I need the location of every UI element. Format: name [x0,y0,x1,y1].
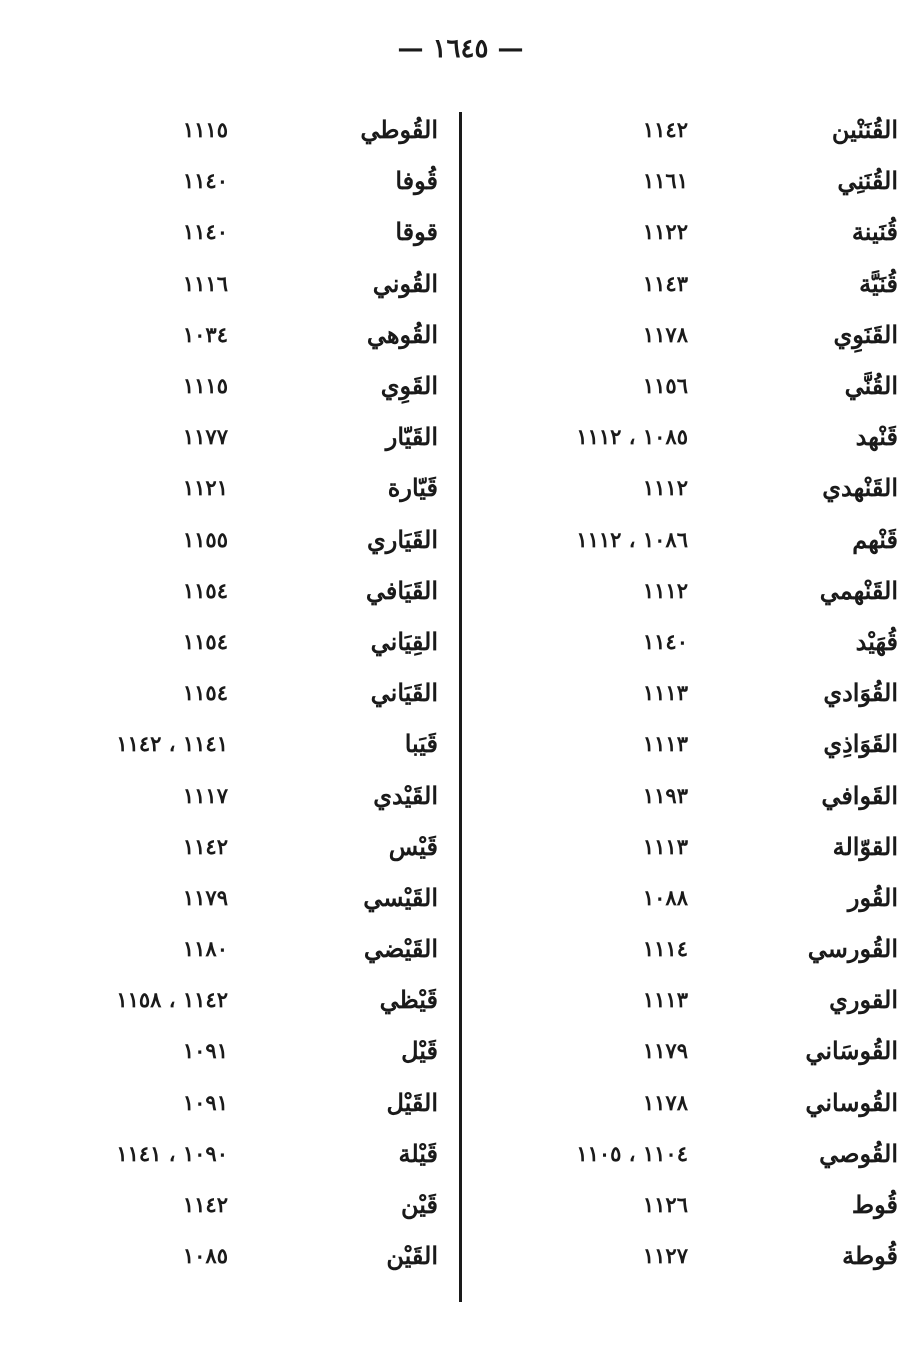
index-entry [478,1025,898,1076]
index-entry [478,1128,898,1179]
entry-pages: ١١٥٥ [182,526,228,552]
index-entry [18,1025,438,1076]
index-entry [478,104,898,155]
entry-pages: ١١١٣ [642,731,688,757]
index-entry [18,514,438,565]
index-entry [18,1077,438,1128]
index-entry [18,718,438,769]
entry-pages: ١١٨٠ [182,936,228,962]
index-entry [478,206,898,257]
entry-name: قَيْس [388,831,438,861]
index-entry [18,309,438,360]
index-entry [18,616,438,667]
entry-name: القَوِي [380,371,438,401]
entry-name: القَيْن [386,1241,438,1271]
entry-name: القوّالة [832,831,898,861]
entry-pages: ١١٤٠ [182,219,228,245]
entry-pages: ١١٧٨ [642,321,688,347]
entry-name: القِيَاني [370,626,438,656]
entry-name: القُوَادي [823,678,898,708]
entry-name: قَيْظي [379,985,438,1015]
index-entry [478,667,898,718]
index-entry [478,309,898,360]
entry-name: القُوطي [360,115,438,145]
entry-pages: ١١٧٧ [182,424,228,450]
entry-pages: ١١٦١ [642,168,688,194]
entry-pages: ١١١٤ [642,936,688,962]
entry-name: قُنَيَّة [859,268,898,298]
entry-pages: ١١١٦ [182,270,228,296]
index-entry [18,565,438,616]
entry-name: القَوَاذِي [823,729,898,759]
entry-pages: ١١٤٣ [642,270,688,296]
entry-pages: ١١٢٢ [642,219,688,245]
index-entry [478,923,898,974]
page-number: — ١٦٤٥ — [397,34,524,64]
entry-name: القَيْدي [373,780,438,810]
index-entry [478,974,898,1025]
entry-pages: ١١١٢ [642,475,688,501]
left-column [18,104,438,1281]
entry-name: قَيَبا [404,729,438,759]
index-entry [478,565,898,616]
entry-pages: ١٠٨٨ [642,884,688,910]
entry-pages: ١١٤٠ [642,628,688,654]
entry-pages: ١١٤١ ، ١١٤٢ [116,731,228,757]
entry-pages: ١١١٣ [642,987,688,1013]
entry-name: قَيْلة [398,1138,438,1168]
entry-pages: ١١٤٢ [642,117,688,143]
entry-pages: ١١٤٢ ، ١١٥٨ [116,987,228,1013]
entry-pages: ١١١٧ [182,782,228,808]
entry-name: قُوفا [395,166,438,196]
entry-pages: ١١١٥ [182,373,228,399]
index-entry [478,718,898,769]
entry-name: قَيْن [401,1190,438,1220]
entry-name: القَيْسي [363,882,438,912]
index-entry [18,411,438,462]
entry-pages: ١١١٢ [642,577,688,603]
entry-name: القَنَوِي [833,319,898,349]
index-entry [478,462,898,513]
entry-pages: ١١١٥ [182,117,228,143]
index-entry [478,872,898,923]
index-entry [18,1128,438,1179]
entry-name: القُور [847,882,898,912]
index-entry [18,206,438,257]
index-entry [18,1230,438,1281]
entry-pages: ١١٥٤ [182,628,228,654]
index-entry [478,258,898,309]
entry-name: قُوط [851,1190,898,1220]
index-entry [18,667,438,718]
index-entry [18,360,438,411]
entry-name: القُنَنْين [831,115,898,145]
entry-name: القُنَّي [844,371,898,401]
index-entry [478,616,898,667]
entry-name: قَيّارة [387,473,438,503]
entry-pages: ١١٩٣ [642,782,688,808]
index-entry [18,923,438,974]
entry-pages: ١٠٨٥ ، ١١١٢ [576,424,688,450]
entry-pages: ١١٤٢ [182,1192,228,1218]
entry-name: قَنْهد [855,422,898,452]
entry-pages: ١١٧٩ [642,1038,688,1064]
entry-name: القَيّار [385,422,438,452]
index-entry [478,155,898,206]
entry-name: القَيْل [386,1087,438,1117]
index-entry [478,514,898,565]
index-entry [18,155,438,206]
entry-name: القُنَنِي [837,166,898,196]
entry-pages: ١١٥٤ [182,577,228,603]
index-entry [18,821,438,872]
entry-pages: ١١٥٤ [182,680,228,706]
entry-name: القَوافي [821,780,898,810]
entry-name: القوري [829,985,898,1015]
entry-name: القَنْهدي [822,473,898,503]
index-entry [478,1179,898,1230]
index-entry [478,1230,898,1281]
index-entry [478,821,898,872]
index-entry [478,360,898,411]
entry-pages: ١٠٩١ [182,1089,228,1115]
entry-pages: ١٠٩١ [182,1038,228,1064]
entry-name: القَيَاني [370,678,438,708]
index-entry [18,872,438,923]
entry-name: القَيَاري [366,524,438,554]
entry-pages: ١١٢٦ [642,1192,688,1218]
index-entry [478,411,898,462]
index-entry [478,1077,898,1128]
entry-pages: ١٠٨٦ ، ١١١٢ [576,526,688,552]
entry-name: قَنْهم [852,524,898,554]
index-entry [18,1179,438,1230]
entry-name: القُوساني [805,1087,898,1117]
entry-pages: ١١٧٩ [182,884,228,910]
entry-pages: ١١٥٦ [642,373,688,399]
entry-pages: ١١٤٠ [182,168,228,194]
index-entry [478,769,898,820]
entry-pages: ١١٢١ [182,475,228,501]
entry-pages: ١١٠٤ ، ١١٠٥ [576,1140,688,1166]
entry-pages: ١١٤٢ [182,833,228,859]
entry-name: قُهَيْد [855,626,898,656]
entry-name: القُورسي [807,934,898,964]
entry-pages: ١١١٣ [642,833,688,859]
entry-pages: ١١٢٧ [642,1243,688,1269]
entry-name: القَنْهمي [819,575,898,605]
entry-name: قُنَينة [851,217,898,247]
entry-name: القُوني [372,268,438,298]
entry-name: قَيْل [401,1036,438,1066]
entry-name: القُوهي [366,319,438,349]
entry-pages: ١٠٨٥ [182,1243,228,1269]
entry-name: القُوسَاني [805,1036,898,1066]
index-entry [18,462,438,513]
entry-name: قوقا [395,217,438,247]
entry-pages: ١٠٣٤ [182,321,228,347]
entry-pages: ١٠٩٠ ، ١١٤١ [116,1140,228,1166]
column-divider [459,112,462,1302]
index-entry [18,258,438,309]
entry-name: القَيْضي [363,934,438,964]
entry-name: القَيَافي [365,575,438,605]
entry-pages: ١١١٣ [642,680,688,706]
index-entry [18,104,438,155]
index-entry [18,769,438,820]
entry-pages: ١١٧٨ [642,1089,688,1115]
entry-name: قُوطة [842,1241,898,1271]
index-entry [18,974,438,1025]
right-column [478,104,898,1281]
entry-name: القُوصي [819,1138,898,1168]
